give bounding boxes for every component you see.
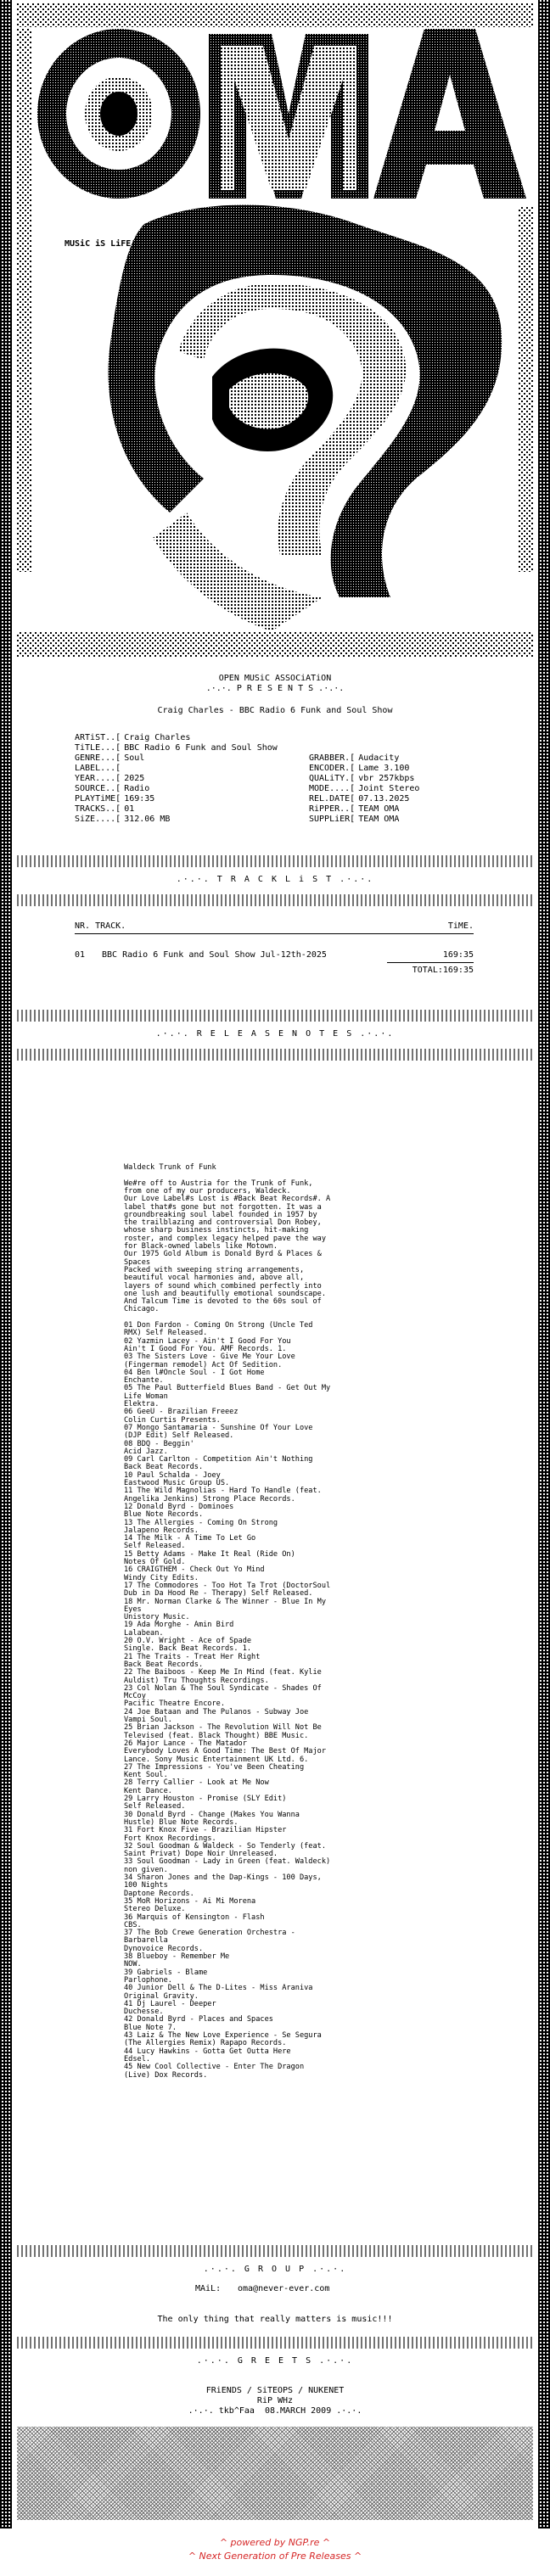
notes-line: 28 Terry Callier - Look at Me Now xyxy=(124,1778,269,1788)
notes-line: 23 Col Nolan & The Soul Syndicate - Shades Of xyxy=(124,1683,322,1693)
logo-tagline: MUSiC iS LiFE!!! xyxy=(65,239,147,249)
notes-line: 45 New Cool Collective - Enter The Dragon xyxy=(124,2063,305,2072)
info-key: GRABBER.[ xyxy=(309,753,356,763)
notes-line: Stereo Deluxe. xyxy=(124,1905,186,1914)
notes-line: Televised (feat. Black Thought) BBE Music. xyxy=(124,1731,309,1740)
notes-line: Fort Knox Recordings. xyxy=(124,1834,216,1843)
info-key: ARTiST..[ xyxy=(75,733,121,742)
notes-line: Self Released. xyxy=(124,1802,186,1812)
notes-line: Chicago. xyxy=(124,1305,160,1314)
info-value: 07.13.2025 xyxy=(358,794,410,804)
notes-line: Kent Soul. xyxy=(124,1771,168,1780)
notes-line: 42 Donald Byrd - Places and Spaces xyxy=(124,2015,273,2024)
mail-address[interactable]: oma@never-ever.com xyxy=(238,2284,330,2293)
oma-logo xyxy=(17,3,533,657)
left-ansi-border xyxy=(0,0,12,2528)
notes-line: 14 The Milk - A Time To Let Go xyxy=(124,1534,256,1543)
notes-line: Original Gravity. xyxy=(124,1991,199,2001)
notes-line: We#re off to Austria for the Trunk of Funk, xyxy=(124,1179,313,1188)
notes-band-bottom xyxy=(17,1049,533,1061)
info-row xyxy=(309,794,409,804)
info-row xyxy=(75,753,144,764)
info-key: PLAYTiME[ xyxy=(75,794,121,804)
notes-line: 43 Laiz & The New Love Experience - Se Segura xyxy=(124,2031,322,2040)
notes-line: NOW. xyxy=(124,1960,142,1969)
notes-line: 27 The Impressions - You've Been Cheating xyxy=(124,1762,305,1772)
notes-line: 17 The Commodores - Too Hot Ta Trot (DoctorSoul xyxy=(124,1581,331,1590)
info-value: 169:35 xyxy=(124,794,155,804)
notes-line: Lance. Sony Music Entertainment UK Ltd. 6. xyxy=(124,1755,309,1764)
notes-line: 09 Carl Carlton - Competition Ain't Nothing xyxy=(124,1455,313,1464)
notes-line: Barbarella xyxy=(124,1936,168,1946)
tracklist-band-bottom xyxy=(17,894,533,906)
info-value: Lame 3.100 xyxy=(358,764,410,773)
mail-label: MAiL: xyxy=(195,2284,222,2293)
info-row xyxy=(309,815,399,825)
notes-line: 100 Nights xyxy=(124,1881,168,1890)
notes-line: Dub in Da Hood Re - Therapy) Self Released. xyxy=(124,1589,313,1599)
info-row xyxy=(75,794,154,804)
notes-line: 38 Blueboy - Remember Me xyxy=(124,1952,230,1961)
release-info xyxy=(75,733,499,835)
group-heading xyxy=(17,2255,533,2284)
notes-line: 35 MoR Horizons - Ai Mi Morena xyxy=(124,1896,256,1906)
info-row xyxy=(75,774,144,784)
notes-line: 18 Mr. Norman Clarke & The Winner - Blue In My xyxy=(124,1597,326,1606)
notes-line: the trailblazing and controversial Don Robey, xyxy=(124,1218,322,1228)
tracklist-heading xyxy=(17,865,533,894)
notes-line: 39 Gabriels - Blame xyxy=(124,1968,208,1977)
notes-line: 25 Brian Jackson - The Revolution Will Not Be xyxy=(124,1723,322,1733)
notes-line: Life Woman xyxy=(124,1392,168,1401)
notes-line: 21 The Traits - Treat Her Right xyxy=(124,1652,261,1661)
info-value: 312.06 MB xyxy=(124,815,171,824)
info-key: TiTLE...[ xyxy=(75,743,121,753)
notes-line: 22 The Baiboos - Keep Me In Mind (feat. Kylie xyxy=(124,1668,322,1677)
notes-line: Waldeck Trunk of Funk xyxy=(124,1163,216,1172)
notes-line: Packed with sweeping string arrangements, xyxy=(124,1265,305,1274)
notes-line: Dynovoice Records. xyxy=(124,1944,204,1953)
tracklist-heading-text: .·.·. T R A C K L i S T .·.·. xyxy=(176,875,374,884)
info-value: TEAM OMA xyxy=(358,804,400,814)
info-key: GENRE...[ xyxy=(75,753,121,763)
notes-line: Eastwood Music Group US. xyxy=(124,1479,230,1487)
info-row xyxy=(75,764,124,774)
notes-line: (DJP Edit) Self Released. xyxy=(124,1431,234,1441)
notes-line: 11 The Wild Magnolias - Hard To Handle (feat. xyxy=(124,1487,322,1496)
info-row xyxy=(75,743,278,753)
bottom-ansi-art xyxy=(17,2427,533,2520)
notes-line: Angelika Jenkins) Strong Place Records. xyxy=(124,1494,295,1504)
track-title: BBC Radio 6 Funk and Soul Show Jul-12th-2025 xyxy=(102,950,327,960)
notes-line: 02 Yazmin Lacey - Ain't I Good For You xyxy=(124,1336,291,1346)
info-row xyxy=(309,784,419,794)
notes-line: 03 The Sisters Love - Give Me Your Love xyxy=(124,1352,295,1362)
info-value: Craig Charles xyxy=(124,733,191,742)
greets-line-2: RiP WHz xyxy=(256,2396,294,2405)
notes-line: 36 Marquis of Kensington - Flash xyxy=(124,1912,265,1922)
notes-line: Back Beat Records. xyxy=(124,1660,204,1669)
notes-line: 40 Junior Dell & The D-Lites - Miss Araniva xyxy=(124,1984,313,1993)
notes-line: McCoy xyxy=(124,1692,146,1701)
notes-line: Jalapeno Records. xyxy=(124,1526,199,1535)
footer-tagline: ^ Next Generation of Pre Releases ^ xyxy=(188,2551,362,2562)
notes-line: (Fingerman remodel) Act Of Sedition. xyxy=(124,1360,283,1369)
notes-line: Enchante. xyxy=(124,1376,164,1386)
info-row xyxy=(309,733,312,743)
notes-line: 10 Paul Schalda - Joey xyxy=(124,1470,221,1480)
info-row xyxy=(75,804,134,815)
notes-line: layers of sound which combined perfectly into xyxy=(124,1281,322,1291)
group-name: OPEN MUSiC ASSOCiATiON xyxy=(218,674,332,683)
notes-line: Windy City Edits. xyxy=(124,1573,199,1582)
notes-line: (The Allergies Remix) Rapapo Records. xyxy=(124,2039,287,2048)
info-value: 01 xyxy=(124,804,135,814)
notes-line: 34 Sharon Jones and the Dap-Kings - 100 Days, xyxy=(124,1873,322,1882)
notes-line: Edsel. xyxy=(124,2054,151,2064)
notes-line: Ain't I Good For You. AMF Records. 1. xyxy=(124,1344,287,1353)
notes-line: from one of my our producers, Waldeck. xyxy=(124,1186,291,1196)
notes-line: RMX) Self Released. xyxy=(124,1329,208,1338)
info-key: TRACKS..[ xyxy=(75,804,121,814)
notes-line: And Talcum Time is devoted to the 60s soul of xyxy=(124,1297,322,1307)
notes-line: Pacific Theatre Encore. xyxy=(124,1700,225,1709)
total-rule xyxy=(387,962,474,963)
info-row xyxy=(309,753,399,764)
info-key: MODE....[ xyxy=(309,784,356,793)
info-row xyxy=(309,764,409,774)
info-key: ENCODER.[ xyxy=(309,764,356,773)
tracklist-col-track: NR. TRACK. xyxy=(75,921,126,931)
info-value: BBC Radio 6 Funk and Soul Show xyxy=(124,743,278,753)
group-motto: The only thing that really matters is music!!! xyxy=(157,2315,393,2324)
notes-line: 33 Soul Goodman - Lady in Green (feat. Waldeck) xyxy=(124,1857,331,1867)
info-value: Audacity xyxy=(358,753,400,763)
notes-line: Daptone Records. xyxy=(124,1889,194,1898)
notes-line: Saint Privat) Dope Noir Unreleased. xyxy=(124,1850,278,1859)
notes-line: 44 Lucy Hawkins - Gotta Get Outta Here xyxy=(124,2047,291,2056)
info-key: SiZE....[ xyxy=(75,815,121,824)
tracklist-col-time: TiME. xyxy=(447,921,474,931)
notes-line: Elektra. xyxy=(124,1400,160,1408)
notes-line: one lush and beautifully emotional soundscape. xyxy=(124,1289,326,1298)
notes-line: whose sharp business instincts, hit-making xyxy=(124,1226,309,1235)
notes-line: Auldist) Tru Thoughts Recordings. xyxy=(124,1676,269,1685)
notes-line: Our Love Label#s Lost is #Back Beat Records#. A xyxy=(124,1195,331,1204)
info-value: Soul xyxy=(124,753,145,763)
notes-line: Our 1975 Gold Album is Donald Byrd & Places & xyxy=(124,1250,322,1259)
info-value: vbr 257kbps xyxy=(358,774,415,783)
info-row xyxy=(309,774,414,784)
notes-line: 16 CRAIGTHEM - Check Out Yo Mind xyxy=(124,1565,265,1575)
notes-line: Single. Back Beat Records. 1. xyxy=(124,1644,252,1654)
notes-line: 07 Mongo Santamaria - Sunshine Of Your Love xyxy=(124,1423,313,1432)
notes-line: 08 BDQ - Beggin' xyxy=(124,1439,194,1448)
track-time: 169:35 xyxy=(442,950,474,960)
notes-line: 24 Joe Bataan and The Pulanos - Subway Joe xyxy=(124,1707,309,1716)
notes-line: CBS. xyxy=(124,1920,142,1929)
notes-line: 20 O.V. Wright - Ace of Spade xyxy=(124,1637,252,1645)
info-row xyxy=(75,784,149,794)
notes-line: Lalabean. xyxy=(124,1628,164,1638)
oma-logo-art xyxy=(17,3,533,657)
greets-heading xyxy=(17,2347,533,2376)
notes-line: Eyes xyxy=(124,1604,142,1614)
notes-line: Self Released. xyxy=(124,1542,186,1551)
notes-line: 19 Ada Morghe - Amin Bird xyxy=(124,1621,234,1630)
info-value: 2025 xyxy=(124,774,145,783)
notes-line: Hustle) Blue Note Records. xyxy=(124,1817,239,1827)
info-row xyxy=(75,733,190,743)
info-row xyxy=(75,815,170,825)
notes-line: 29 Larry Houston - Promise (SLY Edit) xyxy=(124,1795,287,1803)
notes-line: 30 Donald Byrd - Change (Makes You Wanna xyxy=(124,1810,300,1819)
info-value: Radio xyxy=(124,784,150,793)
notes-line: groundbreaking soul label founded in 1957 by xyxy=(124,1210,317,1219)
info-value: TEAM OMA xyxy=(358,815,400,824)
notes-line: Parlophone. xyxy=(124,1975,172,1985)
info-key: LABEL...[ xyxy=(75,764,121,773)
notes-line: 31 Fort Knox Five - Brazilian Hipster xyxy=(124,1826,287,1835)
notes-line: 04 Ben l#Oncle Soul - I Got Home xyxy=(124,1368,265,1377)
info-key: REL.DATE[ xyxy=(309,794,356,804)
notes-line: 41 Dj Laurel - Deeper xyxy=(124,1999,216,2008)
tracklist-rule xyxy=(75,933,474,934)
footer-powered: ^ powered by NGP.re ^ xyxy=(219,2537,331,2548)
notes-line: Acid Jazz. xyxy=(124,1447,168,1456)
info-row xyxy=(309,743,312,753)
notes-line: 15 Betty Adams - Make It Real (Ride On) xyxy=(124,1549,295,1559)
notes-heading xyxy=(17,1020,533,1049)
notes-line: roster, and complex legacy helped pave the way xyxy=(124,1234,326,1243)
notes-line: 05 The Paul Butterfield Blues Band - Get Out My xyxy=(124,1384,331,1393)
notes-line: 32 Soul Goodman & Waldeck - So Tenderly (feat. xyxy=(124,1841,326,1851)
group-heading-text: .·.·. G R O U P .·.·. xyxy=(203,2265,347,2274)
total-time: TOTAL:169:35 xyxy=(412,966,474,975)
notes-line: 37 The Bob Crewe Generation Orchestra - xyxy=(124,1929,295,1938)
notes-line: Notes Of Gold. xyxy=(124,1558,186,1566)
info-key: RiPPER..[ xyxy=(309,804,356,814)
greets-line-3: .·.·. tkb^Faa 08.MARCH 2009 .·.·. xyxy=(188,2406,362,2416)
notes-line: Duchesse. xyxy=(124,2008,164,2017)
track-number: 01 xyxy=(75,950,86,960)
info-value: Joint Stereo xyxy=(358,784,420,793)
notes-line: Unistory Music. xyxy=(124,1613,190,1622)
notes-line: (Live) Dox Records. xyxy=(124,2070,208,2080)
info-key: QUALiTY.[ xyxy=(309,774,356,783)
greets-line-1: FRiENDS / SiTEOPS / NUKENET xyxy=(205,2386,345,2395)
notes-line: 12 Donald Byrd - Dominoes xyxy=(124,1502,234,1511)
greets-heading-text: .·.·. G R E E T S .·.·. xyxy=(196,2356,354,2366)
notes-line: 13 The Allergies - Coming On Strong xyxy=(124,1518,278,1527)
notes-line: 01 Don Fardon - Coming On Strong (Uncle Ted xyxy=(124,1321,313,1330)
notes-line: Kent Dance. xyxy=(124,1786,172,1795)
info-key: SUPPLiER[ xyxy=(309,815,356,824)
notes-line: Everybody Loves A Good Time: The Best Of Major xyxy=(124,1747,326,1756)
info-key: SOURCE..[ xyxy=(75,784,121,793)
notes-line: Blue Note 7. xyxy=(124,2023,177,2032)
notes-line: Spaces xyxy=(124,1257,151,1267)
notes-line: Blue Note Records. xyxy=(124,1510,204,1520)
info-key: YEAR....[ xyxy=(75,774,121,783)
notes-line: non given. xyxy=(124,1865,168,1874)
notes-line: beautiful vocal harmonies and, above all, xyxy=(124,1274,305,1283)
info-row xyxy=(309,804,399,815)
presents-line: .·.·. P R E S E N T S .·.·. xyxy=(205,684,345,693)
notes-line: 06 GeeU - Brazilian Freeez xyxy=(124,1408,239,1417)
notes-line: Vampi Soul. xyxy=(124,1716,172,1724)
release-title: Craig Charles - BBC Radio 6 Funk and Soul Show xyxy=(157,706,393,715)
right-ansi-border xyxy=(538,0,550,2528)
notes-line: for Black-owned labels like Motown. xyxy=(124,1242,278,1251)
notes-line: Back Beat Records. xyxy=(124,1463,204,1472)
notes-line: 26 Major Lance - The Matador xyxy=(124,1739,247,1748)
notes-heading-text: .·.·. R E L E A S E N O T E S .·.·. xyxy=(155,1029,395,1039)
notes-line: Colin Curtis Presents. xyxy=(124,1415,221,1425)
notes-line: label that#s gone but not forgotten. It was a xyxy=(124,1202,322,1212)
